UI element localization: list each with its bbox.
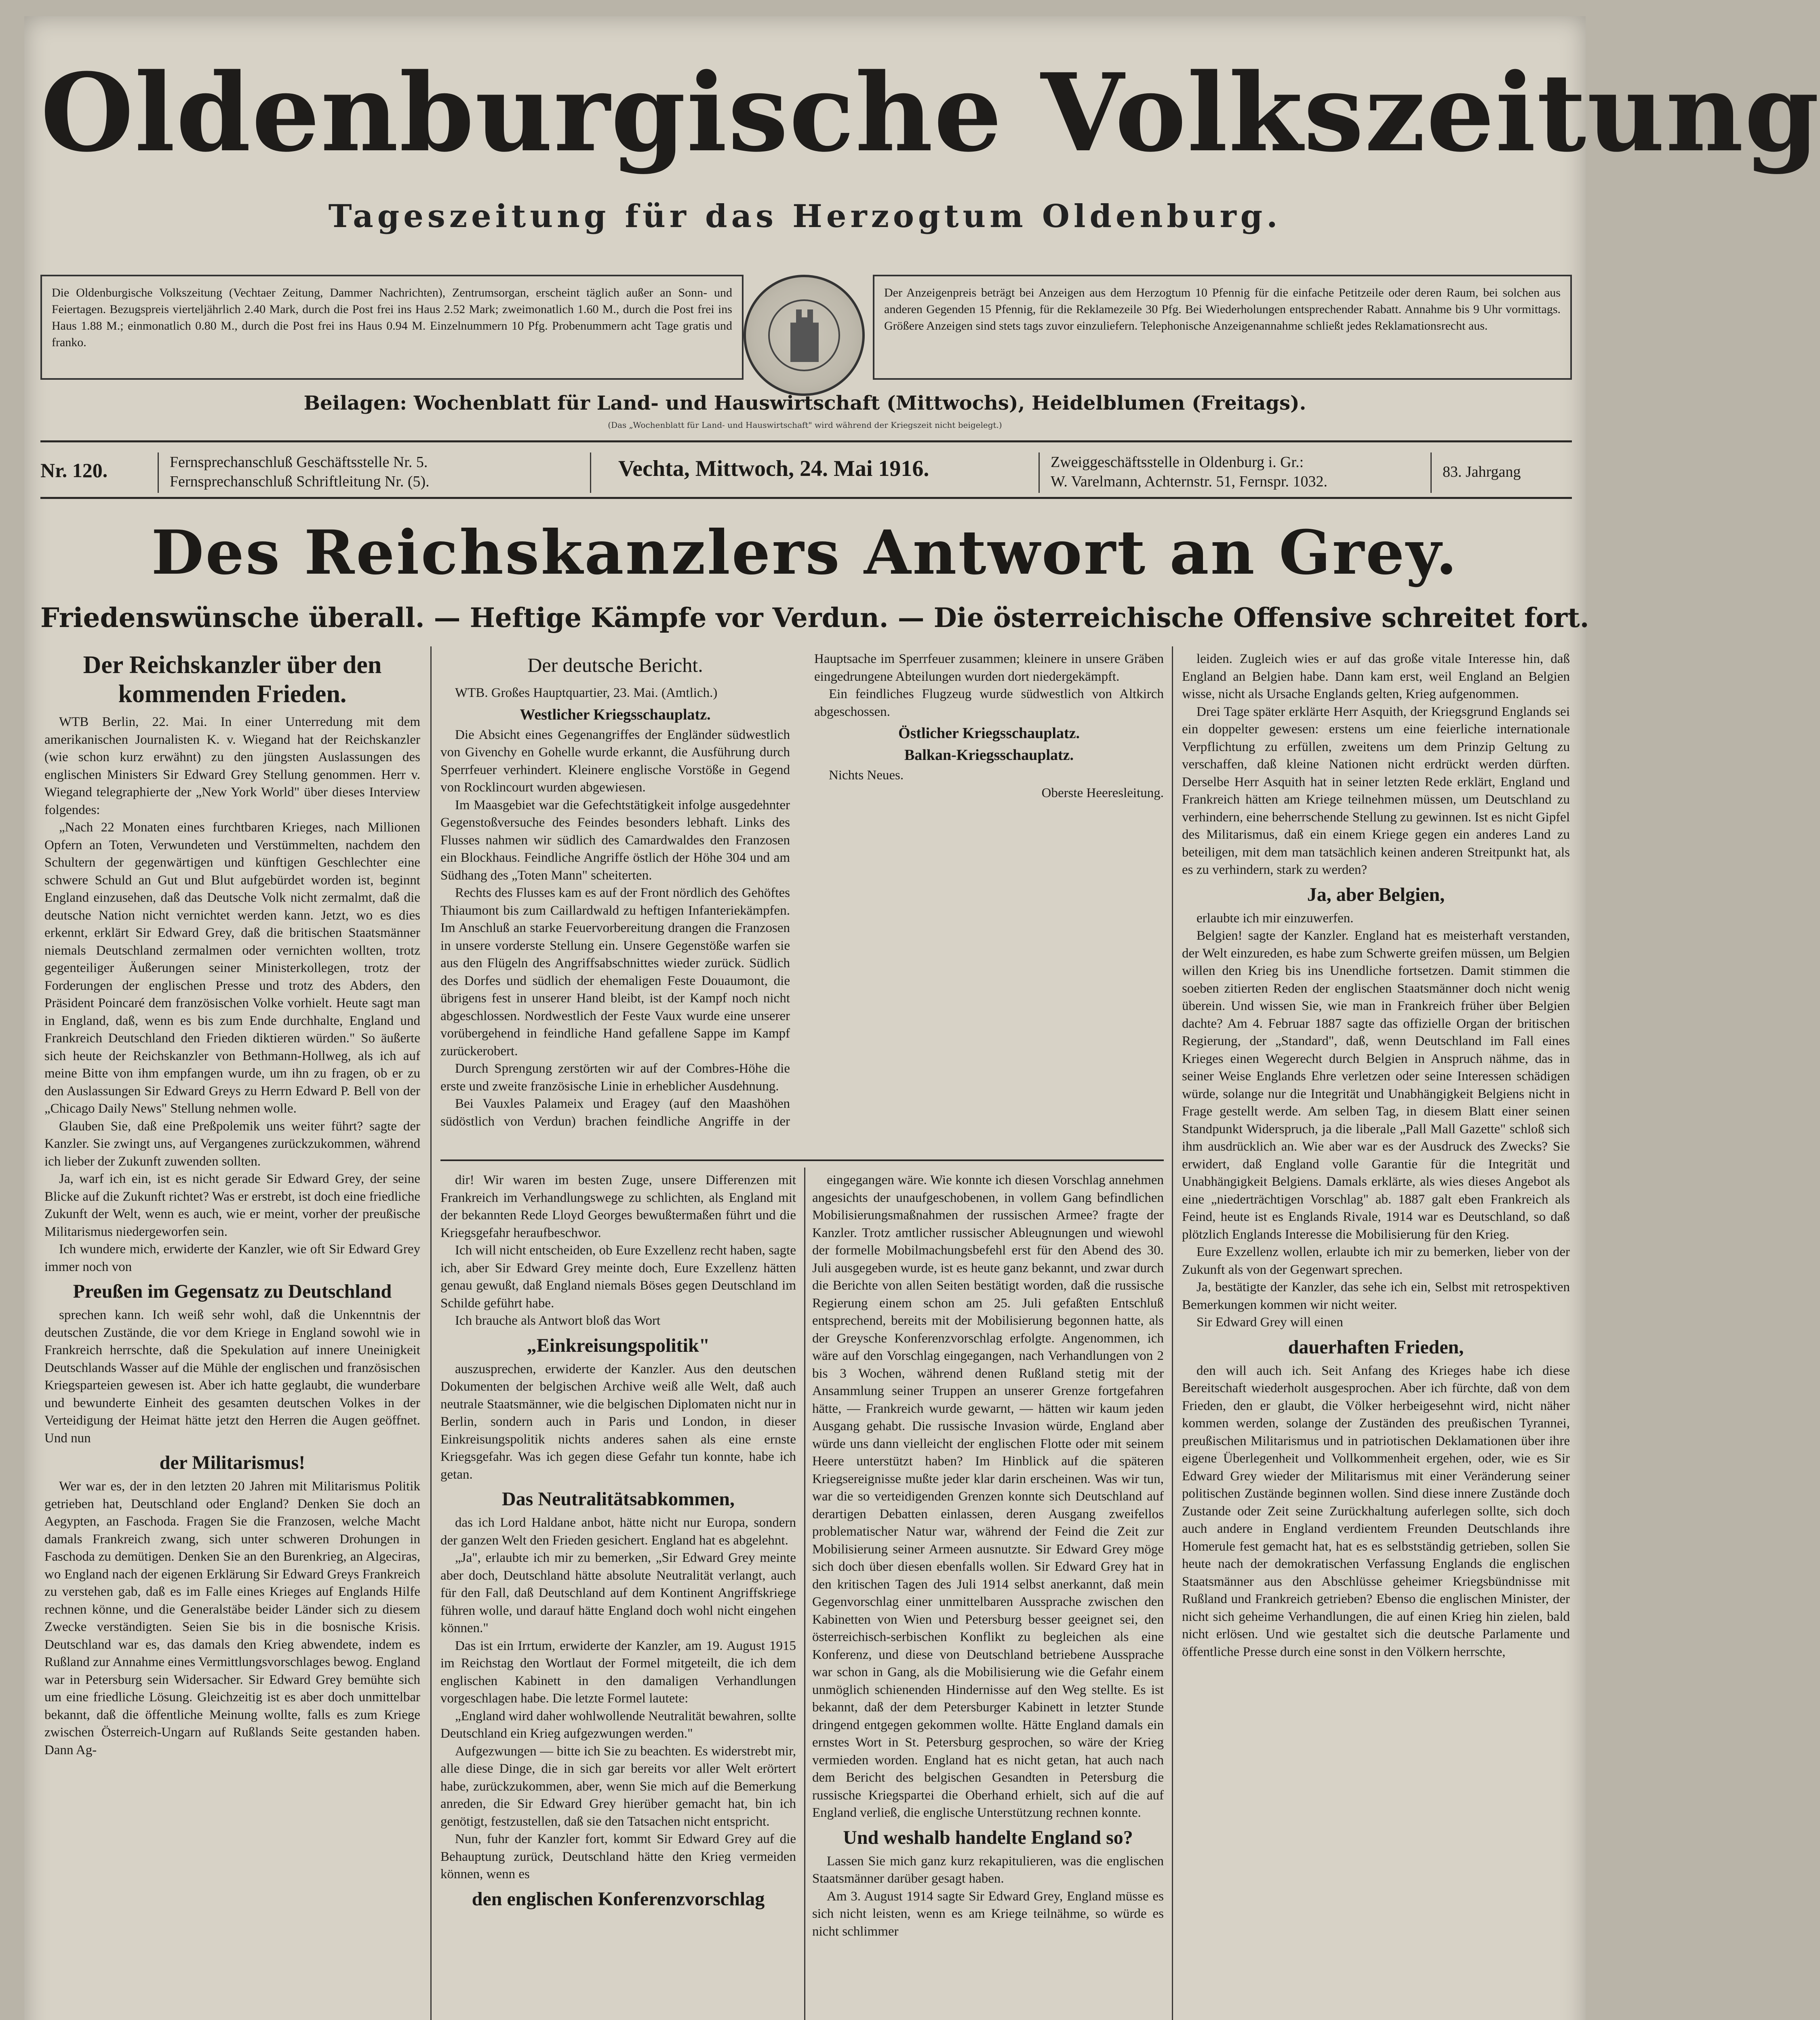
dateline-divider: [1430, 452, 1432, 493]
section-heading: der Militarismus!: [159, 1452, 305, 1473]
article-paragraph: Am 3. August 1914 sagte Sir Edward Grey, England müsse es sich nicht leisten, wenn es am Kriege teilnähme, so würde es nicht schlimmer: [812, 1889, 1164, 1939]
advertising-info-box: Der Anzeigenpreis beträgt bei Anzeigen aus dem Herzogtum 10 Pfennig für die einfache Petitzeile oder deren Raum, bei solchen aus anderen Gegenden 15 Pfennig, für die Reklamezeile 30 Pfg. Bei Wiederholungen entsprechender Rabatt. Annahme bis 9 Uhr vormittags. Größere Anzeigen sind stets tags zuvor einzuliefern. Telephonische Anzeigenannahme schließt jedes Reklamationsrecht aus.: [873, 275, 1572, 380]
article-paragraph: Im Maasgebiet war die Gefechtstätigkeit infolge ausgedehnter Gegenstoßversuche des Feindes besonders lebhaft. Links des Flusses nahmen wir südlich des Camardwaldes den Franzosen ein Blockhaus. Feindliche Angriffe östlich der Höhe 304 und am Südhang des „Toten Mann" scheiterten.: [440, 797, 790, 883]
article-paragraph: das ich Lord Haldane anbot, hätte nicht nur Europa, sondern der ganzen Welt den Frieden gesichert. England hat es abgelehnt.: [440, 1515, 796, 1548]
dateline-divider: [158, 452, 159, 493]
article-paragraph: Ja, bestätigte der Kanzler, das sehe ich ein, Selbst mit retrospektiven Bemerkungen kommen wir nicht weiter.: [1182, 1280, 1570, 1312]
article-reichskanzler: [44, 650, 420, 2020]
article-paragraph: Nun, fuhr der Kanzler fort, kommt Sir Edward Grey auf die Behauptung zurück, Deutschland hätte den Krieg vermeiden können, wenn es: [440, 1832, 796, 1881]
article-paragraph: Wer war es, der in den letzten 20 Jahren mit Militarismus Politik getrieben hat, Deutschland oder England? Denken Sie doch an Aegypten, an Faschoda. Fragen Sie die Franzosen, welche Macht damals Frankreich zwang, sich unter schweren Drohungen in Faschoda zu demütigen. Denken Sie an den Burenkrieg, an Algeciras, wo England nach der eigenen Erklärung Sir Edward Greys Frankreich zu verstehen gab, daß es im Falle eines Krieges auf Englands Hilfe rechnen könne, und die Generalstäbe beider Länder sich zu diesem Zwecke verständigten. Seien Sie bis in die bosnische Krisis. Deutschland war es, das damals den Krieg abwendete, indem es Rußland zur Annahme eines Vermittlungsvorschlages bewog. England war in Petersburg sein Widersacher. Sir Edward Grey bemühte sich um eine friedliche Lösung. Gleichzeitig ist es aber doch unmittelbar bekannt, daß die öffentliche Meinung wollte, falls es zum Kriege zwischen Österreich-Ungarn auf Rußlands Seite gestanden haben. Dann Ag-: [44, 1479, 420, 1757]
article-paragraph: Ein feindliches Flugzeug wurde südwestlich von Altkirch abgeschossen.: [814, 687, 1164, 719]
article-paragraph: „Ja", erlaubte ich mir zu bemerken, „Sir Edward Grey meinte aber doch, Deutschland hätte absolute Neutralität verlangt, auch für den Fall, daß Deutschland auf dem Kontinent Angriffskriege führen wolle, und darauf hätte England doch wohl nicht eingehen können.": [440, 1551, 796, 1635]
article-paragraph: eingegangen wäre. Wie konnte ich diesen Vorschlag annehmen angesichts der unaufgeschobenen, in vollem Gang befindlichen Mobilisierungsmaßnahmen der russischen Armee? fragte der Kanzler. Trotz amtlicher russischer Ableugnungen und wiewohl der formelle Mobilmachungsbefehl erst für den Abend des 30. Juli ausgegeben wurde, ist es heute ganz bekannt, und zwar durch die Berichte von allen Seiten bestätigt worden, daß die russische Regierung einem schon am 25. Juli gefaßten Entschluß entsprechend, bereits mit der Mobilisierung begonnen hatte, als der Greysche Konferenzvorschlag erfolgte. Angenommen, ich wäre auf den Vorschlag eingegangen, nach Verhandlungen von 2 bis 3 Wochen, während denen Rußland stetig mit der Ansammlung seiner Truppen an unserer Grenze fortgefahren hätte, — Frankreich wurde gewarnt, — hätten wir kaum jeden Ausgang gehabt. Die russische Invasion würde, England aber würde uns dann vielleicht der englischen Flotte oder mit seinem Heere unterstützt haben? Im Hinblick auf die späteren Kriegsereignisse mußte jeder klar darin erscheinen. Was wir tun, war die so verteidigenden Grenzen konnte sich Deutschland auf derartigen Debatten einlassen, deren Ausgang zweifellos problematischer Natur war, während der Feind die Zeit zur Mobilisierung seiner Armeen ausnutzte. Sir Edward Grey möge sich doch über diesen ebenfalls wollen. Sir Edward Grey hat in den kritischen Tagen des Juli 1914 selbst anerkannt, daß mein Gegenvorschlag einer unmittelbaren Aussprache zwischen den Kabinetten von Wien und Petersburg besser geeignet sei, den österreichisch-serbischen Konflikt zu begleichen als eine Konferenz, und diese von Deutschland betriebene Aussprache war schon in Gang, als die Mobilisierung wie die Gefahr einem unmöglich schienenden Hindernisse auf den Weg stellte. Es ist bekannt, daß der dem Petersburger Kabinett in letzter Stunde dringend entgegen gekommen wollte. Hätte England damals ein ernstes Wort in St. Petersburg gesprochen, so wäre der Krieg vermieden worden. England hat es nicht getan, hat auch nach dem Bericht des belgischen Gesandten in Petersburg die russische Kriegspartei die Oberhand erhielt, sich auf die auf England verließ, die englische Unterstützung rechnen konnte.: [812, 1173, 1164, 1820]
supplements-note: (Das „Wochenblatt für Land- und Hauswirtschaft" wird während der Kriegszeit nicht beigelegt.): [608, 420, 1002, 430]
article-title: Der Reichskanzler über den kommenden Frieden.: [83, 651, 382, 708]
masthead-subtitle: Tageszeitung für das Herzogtum Oldenburg.: [328, 198, 1282, 235]
article-paragraph: den will auch ich. Seit Anfang des Krieges habe ich diese Bereitschaft wiederholt ausgesprochen. Aber ich fürchte, daß von dem Frieden, den er glaubt, die Völker herbeigesehnt wird, nicht näher kommen werden, solange der Zuständen des preußischen Tyrannei, preußischen Militarismus und in patriotischen Deklamationen über ihre eigene Überlegenheit und Vollkommenheit ergehen, oder, wie es Sir Edward Grey wieder der Militarismus mit einer Veränderung seiner politischen Zustände beginnen wollen. Sind diese innere Zustände doch Zustande oder Zeit seine Zurückhaltung auferlegen sollte, sich doch auch andere in England verdientem Freunden Deutschlands ihre Homerule fest gemacht hat, hat es es selbstständig getrieben, sollen Sie heute nach der demokratischen Verfassung Englands die englischen Staatsmänner aus den Abschlüsse geheimer Kriegsbündnisse mit Rußland und Frankreich getrieben? Ebenso die englischen Minister, der nicht sich geheime Verhandlungen, die auf einen Krieg hin zielen, bald nicht erlösen. Und wie gestaltet sich die deutsche Parlamente und öffentliche Presse durch eine sonst in den Völkern herrschte,: [1182, 1363, 1570, 1659]
article-paragraph: WTB Berlin, 22. Mai. In einer Unterredung mit dem amerikanischen Journalisten K. v. Wiegand hat der Reichskanzler (wie schon kurz erwähnt) zu den jüngsten Auslassungen des englischen Ministers Sir Edward Grey Stellung genommen. Herr v. Wiegand telegraphierte der „New York World" über dieses Interview folgendes:: [44, 715, 420, 817]
article-paragraph: „England wird daher wohlwollende Neutralität bewahren, sollte Deutschland ein Krieg aufgezwungen werden.": [440, 1709, 796, 1741]
section-heading: Das Neutralitätsabkommen,: [502, 1488, 735, 1510]
rule-dateline-bottom: [40, 497, 1572, 499]
section-heading: Ja, aber Belgien,: [1307, 884, 1445, 905]
section-heading: „Einkreisungspolitik": [527, 1334, 710, 1356]
article-paragraph: sprechen kann. Ich weiß sehr wohl, daß die Unkenntnis der deutschen Zustände, die vor dem Kriege in England sowohl wie in Frankreich herrschte, daß die Spekulation auf innere Uneinigkeit Deutschlands Wasser auf die Mühle der englischen und französischen Kriegsparteien gewesen ist. Aber ich hatte geglaubt, die wunderbare und bewunderte Einheit des gesamten deutschen Volkes in der Verteidigung der Heimat hätte jetzt den Herren die Augen geöffnet. Und nun: [44, 1308, 420, 1446]
article-paragraph: Das ist ein Irrtum, erwiderte der Kanzler, am 19. August 1915 im Reichstag den Wortlaut der Formel mitgeteilt, die ich dem englischen Kabinett in den damaligen Verhandlungen vorgeschlagen habe. Die letzte Formel lautete:: [440, 1638, 796, 1706]
main-subheadline: Friedenswünsche überall. — Heftige Kämpfe vor Verdun. — Die österreichische Offensive schreitet fort.: [40, 602, 1589, 633]
column-divider: [804, 1168, 805, 2020]
article-paragraph: Aufgezwungen — bitte ich Sie zu beachten. Es widerstrebt mir, alle diese Dinge, die in sich gar bereits vor aller Welt erörtert habe, zurückzukommen, aber, wenn Sie mich auf die Bemerkung anreden, die Sir Edward Grey hierüber gemacht hat, bin ich genötigt, festzustellen, daß sie den Tatsachen nicht entspricht.: [440, 1744, 796, 1829]
volume-year: 83. Jahrgang: [1443, 463, 1521, 480]
phone-office: Fernsprechanschluß Geschäftsstelle Nr. 5.: [170, 454, 428, 471]
section-heading: Balkan-Kriegsschauplatz.: [904, 747, 1074, 764]
article-paragraph: Ich will nicht entscheiden, ob Eure Exzellenz recht haben, sagte ich, aber Sir Edward Grey meinte doch, Eure Exzellenz hätten genau gewußt, daß England niemals Böses gegen Deutschland im Schilde geführt habe.: [440, 1243, 796, 1311]
article-paragraph: Drei Tage später erklärte Herr Asquith, der Kriegsgrund Englands sei ein doppelter gewesen: erstens um eine feierliche internationale Verpflichtung zu erfüllen, zweitens um dem Prinzip Geltung zu verschaffen, daß kleine Nationen nicht erdrückt werden dürften. Derselbe Herr Asquith hat in seiner letzten Rede erklärt, England und Frankreich hätten am Kriege teilnehmen müssen, um Deutschland zu verhindern, eine beherrschende Stellung zu gewinnen. Ist es nicht Gipfel des Militarismus, daß ein einem Kriege gegen ein anderes Land zu beteiligen, mit dem man tatsächlich keinen anderen Streitpunkt hat, als es zu verhindern, stark zu werden?: [1182, 704, 1570, 877]
article-paragraph: WTB. Großes Hauptquartier, 23. Mai. (Amtlich.): [455, 686, 718, 700]
article-heeresbericht: [440, 650, 1164, 1155]
branch-address: W. Varelmann, Achternstr. 51, Fernspr. 1032.: [1051, 473, 1327, 490]
phone-editorial: Fernsprechanschluß Schriftleitung Nr. (5).: [170, 473, 430, 490]
article-continuation-col2: [440, 1172, 796, 2020]
article-paragraph: leiden. Zugleich wies er auf das große vitale Interesse hin, daß England an Belgien habe. Dann kam erst, weil England an Belgien wisse, nicht als Ursache Englands gelten, Krieg aufgenommen.: [1182, 652, 1570, 701]
article-paragraph: Belgien! sagte der Kanzler. England hat es meisterhaft verstanden, der Welt einzureden, es habe zum Schwerte greifen müssen, um Belgien willen den Krieg bis ins Unendliche fortsetzen. Damit stimmen die soeben zitierten Reden der englischen Staatsmänner doch nicht wenig überein. Und wissen Sie, wie man in Frankreich früher über Belgien dachte? Am 4. Februar 1887 sagte das offizielle Organ der britischen Regierung, der „Standard", daß, wenn Deutschland im Fall eines Krieges einen Wegerecht durch Belgien in Anspruch nähme, das in seiner Weise Englands Ehre verletzen oder seine Interessen schädigen würde, solange nur die Integrität und Unabhängigkeit Belgiens nicht in Frage gestellt werde. Am selben Tag, in diesem Blatt einer seinen Standpunkt Widerspruch, ja die liberale „Pall Mall Gazette" schloß sich ihm ausdrücklich an. Wie aber war es der Ausdruck des Zwecks? Sie erwidert, daß England volle Garantie für die Integrität und Unabhängigkeit Belgiens. Damals erklärte, als wies dieses Angebot als eine „niederträchtigen Vorschlag" ab. 1887 galt eben Frankreich als Feind, heute ist es Englands Rivale, 1914 war es Deutschland, so daß plötzlich Englands Interesse die Mobilisierung für den Krieg.: [1182, 928, 1570, 1242]
dateline-divider: [590, 452, 591, 493]
article-paragraph: Glauben Sie, daß eine Preßpolemik uns weiter führt? sagte der Kanzler. Sie zwingt uns, auf Vergangenes zurückzukommen, während ich lieber der Zukunft zuwenden sollten.: [44, 1119, 420, 1169]
article-paragraph: Nichts Neues.: [829, 768, 904, 783]
article-paragraph: Lassen Sie mich ganz kurz rekapitulieren, was die englischen Staatsmänner darüber gesagt haben.: [812, 1854, 1164, 1886]
main-headline: Des Reichskanzlers Antwort an Grey.: [151, 517, 1459, 588]
article-title: Der deutsche Bericht.: [527, 654, 703, 676]
masthead-title: Oldenburgische Volkszeitung: [40, 50, 1820, 176]
column-divider: [430, 646, 432, 2020]
article-continuation-col3: [812, 1172, 1164, 2020]
section-heading: dauerhaften Frieden,: [1288, 1336, 1464, 1358]
article-paragraph: Die Absicht eines Gegenangriffes der Engländer südwestlich von Givenchy en Gohelle wurde erkannt, die Ausführung durch Sperrfeuer verhindert. Kleinere englische Vorstöße in Gegend von Rocklincourt wurden abgewiesen.: [440, 727, 790, 795]
section-heading: Und weshalb handelte England so?: [843, 1826, 1133, 1848]
article-paragraph: Rechts des Flusses kam es auf der Front nördlich des Gehöftes Thiaumont bis zum Caillardwald zu heftigen Infanteriekämpfen. Im Anschluß an starke Feuervorbereitung drangen die Franzosen in unsere vorderste Stellung ein. Unsere Gegenstöße warfen sie aus den Flügeln des Angriffsabschnittes wieder zurück. Südlich des Dorfes und südlich der ehemaligen Feste Douaumont, die übrigens fest in unserer Hand bleibt, ist der Kampf noch nicht abgeschlossen. Nordwestlich der Feste Vaux wurde eine unserer vorübergehend in feindliche Hand gefallene Sappe im Kampf zurückerobert.: [440, 886, 790, 1058]
article-paragraph: Sir Edward Grey will einen: [1196, 1315, 1343, 1330]
section-heading: den englischen Konferenzvorschlag: [472, 1888, 765, 1910]
article-paragraph: Ja, warf ich ein, ist es nicht gerade Sir Edward Grey, der seine Blicke auf die Zukunft richtet? Was er erstrebt, ist doch eine friedliche Zukunft der Welt, wenn es auch, wie er meint, vorher der preußische Militarismus niedergeworfen sein.: [44, 1172, 420, 1239]
article-paragraph: Ich wundere mich, erwiderte der Kanzler, wie oft Sir Edward Grey immer noch von: [44, 1242, 420, 1274]
dateline: [40, 448, 1572, 497]
branch-office: Zweiggeschäftsstelle in Oldenburg i. Gr.:: [1051, 454, 1304, 471]
article-paragraph: auszusprechen, erwiderte der Kanzler. Aus den deutschen Dokumenten der belgischen Archive weiß alle Welt, daß auch neutrale Staatsmänner, wie die belgischen Diplomaten nicht nur in Berlin, sondern auch in Paris und London, in dieser Einkreisungspolitik nichts anderes sahen als eine ernste Kriegsgefahr. Was ich gegen diese Gefahr tun konnte, habe ich getan.: [440, 1361, 796, 1482]
issue-number: Nr. 120.: [40, 459, 108, 482]
supplements-line: Beilagen: Wochenblatt für Land- und Hauswirtschaft (Mittwochs), Heidelblumen (Freitags).: [303, 392, 1306, 415]
signature: Oberste Heeresleitung.: [1041, 785, 1164, 800]
column-divider: [1172, 646, 1173, 2020]
article-paragraph: Bei Vauxles Palameix und Eragey (auf den Maashöhen südöstlich von Verdun) brachen feindliche Angriffe in der Hauptsache im Sperrfeuer zusammen; kleinere in unsere Gräben eingedrungene Abteilungen wurden dort niedergekämpft.: [440, 652, 1164, 1129]
article-paragraph: „Nach 22 Monaten eines furchtbaren Krieges, nach Millionen Opfern an Toten, Verwundeten und Verstümmelten, nachdem den Schultern der gegenwärtigen und künftigen Geschlechter eine schwere Schuld an Gut und Blut aufgebürdet worden ist, beginnt England einzusehen, daß das Deutsche Volk nicht zermalmt, daß die deutsche Nation nicht vernichtet werden kann. Jetzt, wo es dies erkennt, erklärt Sir Edward Grey, daß die britischen Staatsmänner niemals Deutschland zermalmen oder vernichten wollten, trotz gegenteiliger Äußerungen seiner Ministerkollegen, trotz der Forderungen der englischen Presse und trotz des Abders, den Präsident Poincaré dem französischen Volke vorhielt. Heute sagt man in England, daß, wenn es bis zum Ende durchhalte, England und Frankreich Deutschland den Frieden diktieren würden." So äußerte sich heute der Reichskanzler von Bethmann-Hollweg, als ich auf meine Bitte von ihm empfangen wurde, um ihn zu fragen, ob er zu den Auslassungen Sir Edward Greys zu Herrn Edward P. Bell von der „Chicago Daily News" Stellung nehmen wolle.: [44, 820, 420, 1116]
article-paragraph: Durch Sprengung zerstörten wir auf der Combres-Höhe die erste und zweite französische Linie in erheblicher Ausdehnung.: [440, 1061, 790, 1094]
dateline-divider: [1038, 452, 1040, 493]
rule-top: [40, 440, 1572, 442]
article-continuation-col4: [1182, 650, 1570, 2020]
article-paragraph: Ich brauche als Antwort bloß das Wort: [455, 1313, 661, 1328]
section-heading: Östlicher Kriegsschauplatz.: [898, 725, 1080, 742]
article-paragraph: Eure Exzellenz wollen, erlaubte ich mir zu bemerken, lieber von der Zukunft als von der Gegenwart sprechen.: [1182, 1245, 1570, 1277]
newspaper-page: [24, 16, 1820, 2020]
subscription-info-box: Die Oldenburgische Volkszeitung (Vechtaer Zeitung, Dammer Nachrichten), Zentrumsorgan, erscheint täglich außer an Sonn- und Feiertagen. Bezugspreis vierteljährlich 2.40 Mark, durch die Post frei ins Haus 2.52 Mark; zweimonatlich 1.60 M., durch die Post frei ins Haus 1.88 M.; einmonatlich 0.80 M., durch die Post frei ins Haus 0.94 M. Einzelnummern 10 Pfg. Probenummern acht Tage gratis und franko.: [40, 275, 744, 380]
section-rule: [440, 1159, 1164, 1161]
article-paragraph: erlaubte ich mir einzuwerfen.: [1196, 911, 1354, 926]
issue-date: Vechta, Mittwoch, 24. Mai 1916.: [618, 456, 929, 481]
section-heading: Preußen im Gegensatz zu Deutschland: [73, 1281, 392, 1302]
article-paragraph: dir! Wir waren im besten Zuge, unsere Differenzen mit Frankreich im Verhandlungswege zu schlichten, als England mit der bekannten Rede Lloyd Georges bewußtermaßen führt und die Kriegsgefahr heraufbeschwor.: [440, 1173, 796, 1240]
oldenburg-seal-icon: [744, 275, 865, 396]
section-heading: Westlicher Kriegsschauplatz.: [520, 706, 711, 723]
